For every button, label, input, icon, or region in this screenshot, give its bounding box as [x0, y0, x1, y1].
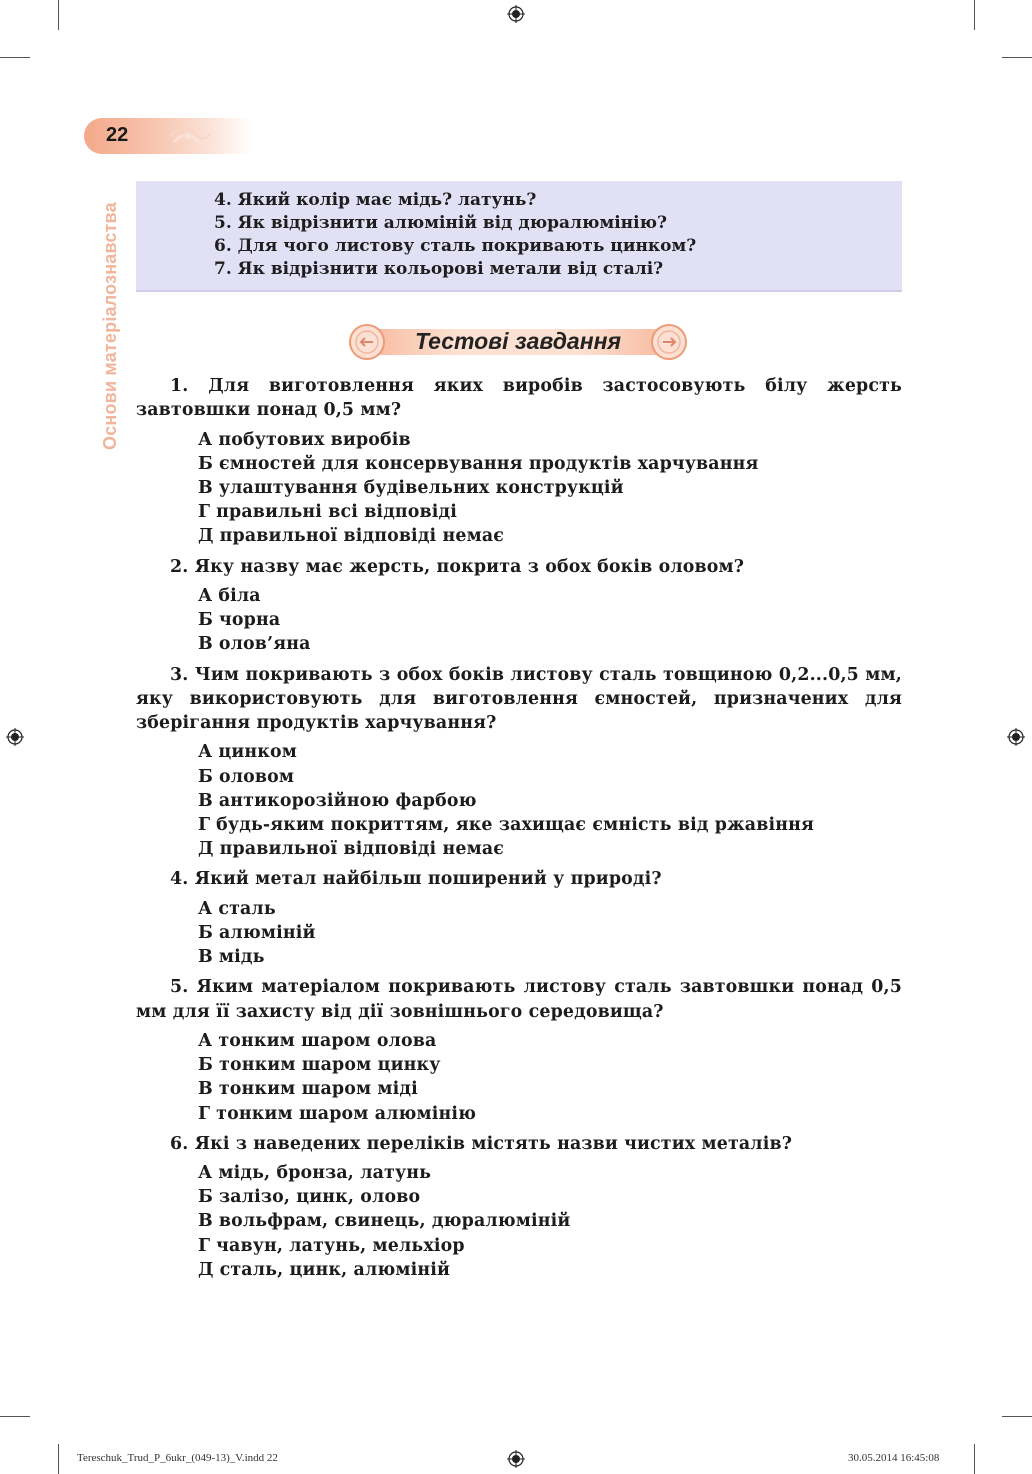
answer-option: [198, 524, 902, 548]
option-letter: Г: [198, 1235, 211, 1256]
question-item: [136, 975, 902, 1125]
option-letter: В: [198, 1211, 213, 1232]
option-letter: Б: [198, 610, 214, 631]
answer-option: [198, 740, 902, 764]
question-item: [136, 867, 902, 969]
question-body: Які з наведених переліків містять назви чистих металів?: [194, 1133, 793, 1154]
option-letter: Б: [198, 453, 214, 474]
option-text: сталь: [218, 898, 276, 919]
crop-mark: [0, 57, 30, 58]
question-number: 1.: [170, 376, 189, 396]
question-text: [136, 867, 902, 891]
option-letter: Г: [198, 1103, 211, 1124]
registration-mark-icon: [507, 1450, 525, 1468]
registration-mark-icon: [507, 5, 525, 23]
answer-options: [136, 740, 902, 861]
option-text: залізо, цинк, олово: [219, 1187, 421, 1208]
option-text: оловом: [219, 766, 295, 787]
review-question: 4. Який колір має мідь? латунь?: [214, 190, 537, 210]
tests-heading-banner: [348, 323, 688, 361]
page-number-tab: [84, 118, 252, 154]
option-letter: Д: [198, 526, 214, 547]
crop-mark: [1002, 1416, 1032, 1417]
question-text: [136, 1132, 902, 1156]
question-text: [136, 374, 902, 423]
option-text: тонким шаром алюмінію: [216, 1103, 477, 1124]
answer-option: [198, 1258, 902, 1282]
answer-option: [198, 428, 902, 452]
option-text: правильної відповіді немає: [219, 839, 505, 860]
answer-option: [198, 500, 902, 524]
registration-mark-icon: [6, 728, 24, 746]
question-number: 2.: [170, 556, 189, 577]
question-text: [136, 555, 902, 579]
question-body: Чим покривають з обох боків листову сталь товщиною 0,2...0,5 мм, яку використовують для виготовлення ємностей, призначених для зберігання продуктів харчування?: [136, 664, 902, 734]
option-text: сталь, цинк, алюміній: [219, 1259, 451, 1280]
answer-option: [198, 632, 902, 656]
answer-options: [136, 897, 902, 970]
answer-option: [198, 1029, 902, 1053]
answer-option: [198, 1234, 902, 1258]
answer-options: [136, 428, 902, 549]
ornament-icon: [166, 122, 212, 150]
answer-option: [198, 476, 902, 500]
option-letter: Г: [198, 815, 211, 836]
answer-option: [198, 789, 902, 813]
option-text: ємностей для консервування продуктів харчування: [219, 453, 759, 474]
tests-heading-title: Тестові завдання: [414, 328, 622, 354]
question-number: 6.: [170, 1133, 189, 1154]
option-text: тонким шаром цинку: [219, 1055, 441, 1076]
option-letter: В: [198, 478, 213, 498]
option-text: алюміній: [219, 922, 316, 943]
option-letter: Б: [198, 766, 214, 787]
test-questions: [136, 374, 902, 1288]
option-text: улаштування будівельних конструкцій: [218, 478, 624, 498]
option-text: антикорозійною фарбою: [218, 790, 477, 811]
answer-option: [198, 765, 902, 789]
crop-mark: [974, 0, 975, 30]
crop-mark: [58, 1444, 59, 1474]
answer-options: [136, 1161, 902, 1282]
option-text: тонким шаром олова: [218, 1030, 437, 1051]
option-text: чавун, латунь, мельхіор: [216, 1235, 465, 1256]
option-text: чорна: [219, 610, 281, 631]
option-letter: А: [198, 1030, 213, 1051]
option-letter: А: [198, 1163, 213, 1184]
question-body: Яку назву має жерсть, покрита з обох боків оловом?: [194, 556, 745, 577]
option-text: цинком: [218, 742, 297, 763]
option-letter: Д: [198, 839, 214, 860]
option-letter: Б: [198, 922, 214, 943]
question-body: Для виготовлення яких виробів застосовують білу жерсть завтовшки понад 0,5 мм?: [136, 376, 902, 421]
answer-option: [198, 945, 902, 969]
option-letter: В: [198, 1079, 213, 1100]
footer-timestamp: 30.05.2014 16:45:08: [848, 1452, 940, 1464]
question-text: [136, 975, 902, 1024]
answer-option: [198, 608, 902, 632]
option-text: олов’яна: [218, 634, 311, 655]
option-letter: В: [198, 634, 213, 655]
answer-option: [198, 452, 902, 476]
question-item: [136, 1132, 902, 1282]
answer-option: [198, 813, 902, 837]
section-title-vertical: Основи матеріалознавства: [100, 202, 120, 450]
question-number: 4.: [170, 869, 189, 890]
answer-option: [198, 921, 902, 945]
option-letter: А: [198, 742, 213, 763]
option-letter: А: [198, 585, 213, 606]
answer-options: [136, 584, 902, 657]
question-text: [136, 663, 902, 736]
option-letter: Д: [198, 1259, 214, 1280]
question-item: [136, 555, 902, 657]
option-text: правильної відповіді немає: [219, 526, 505, 547]
review-questions-box: [136, 181, 902, 292]
answer-option: [198, 584, 902, 608]
option-letter: Б: [198, 1055, 214, 1076]
answer-option: [198, 837, 902, 861]
option-letter: А: [198, 429, 213, 450]
option-letter: В: [198, 947, 213, 968]
crop-mark: [0, 1416, 30, 1417]
question-body: Який метал найбільш поширений у природі?: [194, 869, 662, 890]
question-item: [136, 374, 902, 549]
crop-mark: [974, 1444, 975, 1474]
footer-file-name: Tereschuk_Trud_P_6ukr_(049-13)_V.indd 22: [77, 1452, 278, 1464]
answer-option: [198, 1209, 902, 1233]
option-letter: В: [198, 790, 213, 811]
option-letter: Г: [198, 502, 211, 523]
question-body: Яким матеріалом покривають листову сталь завтовшки понад 0,5 мм для її захисту від дії зовнішнього середовища?: [136, 977, 902, 1022]
option-text: мідь, бронза, латунь: [218, 1163, 432, 1184]
page-number: 22: [106, 124, 129, 146]
option-letter: Б: [198, 1187, 214, 1208]
review-question: 5. Як відрізнити алюміній від дюралюмінію?: [214, 213, 667, 233]
option-text: побутових виробів: [218, 429, 411, 450]
option-text: тонким шаром міді: [218, 1079, 418, 1100]
answer-option: [198, 1077, 902, 1101]
question-number: 5.: [170, 977, 189, 998]
question-number: 3.: [170, 664, 189, 685]
answer-options: [136, 1029, 902, 1126]
option-text: біла: [218, 585, 261, 606]
crop-mark: [58, 0, 59, 30]
registration-mark-icon: [1007, 728, 1025, 746]
option-text: мідь: [218, 947, 265, 968]
answer-option: [198, 897, 902, 921]
answer-option: [198, 1053, 902, 1077]
option-text: будь-яким покриттям, яке захищає ємність від ржавіння: [216, 815, 814, 836]
review-question: 6. Для чого листову сталь покривають цинком?: [214, 236, 697, 256]
option-text: вольфрам, свинець, дюралюміній: [218, 1211, 571, 1232]
review-question: 7. Як відрізнити кольорові метали від сталі?: [214, 259, 664, 279]
crop-mark: [1002, 57, 1032, 58]
option-text: правильні всі відповіді: [216, 502, 458, 523]
answer-option: [198, 1161, 902, 1185]
answer-option: [198, 1102, 902, 1126]
answer-option: [198, 1185, 902, 1209]
question-item: [136, 663, 902, 862]
option-letter: А: [198, 898, 213, 919]
